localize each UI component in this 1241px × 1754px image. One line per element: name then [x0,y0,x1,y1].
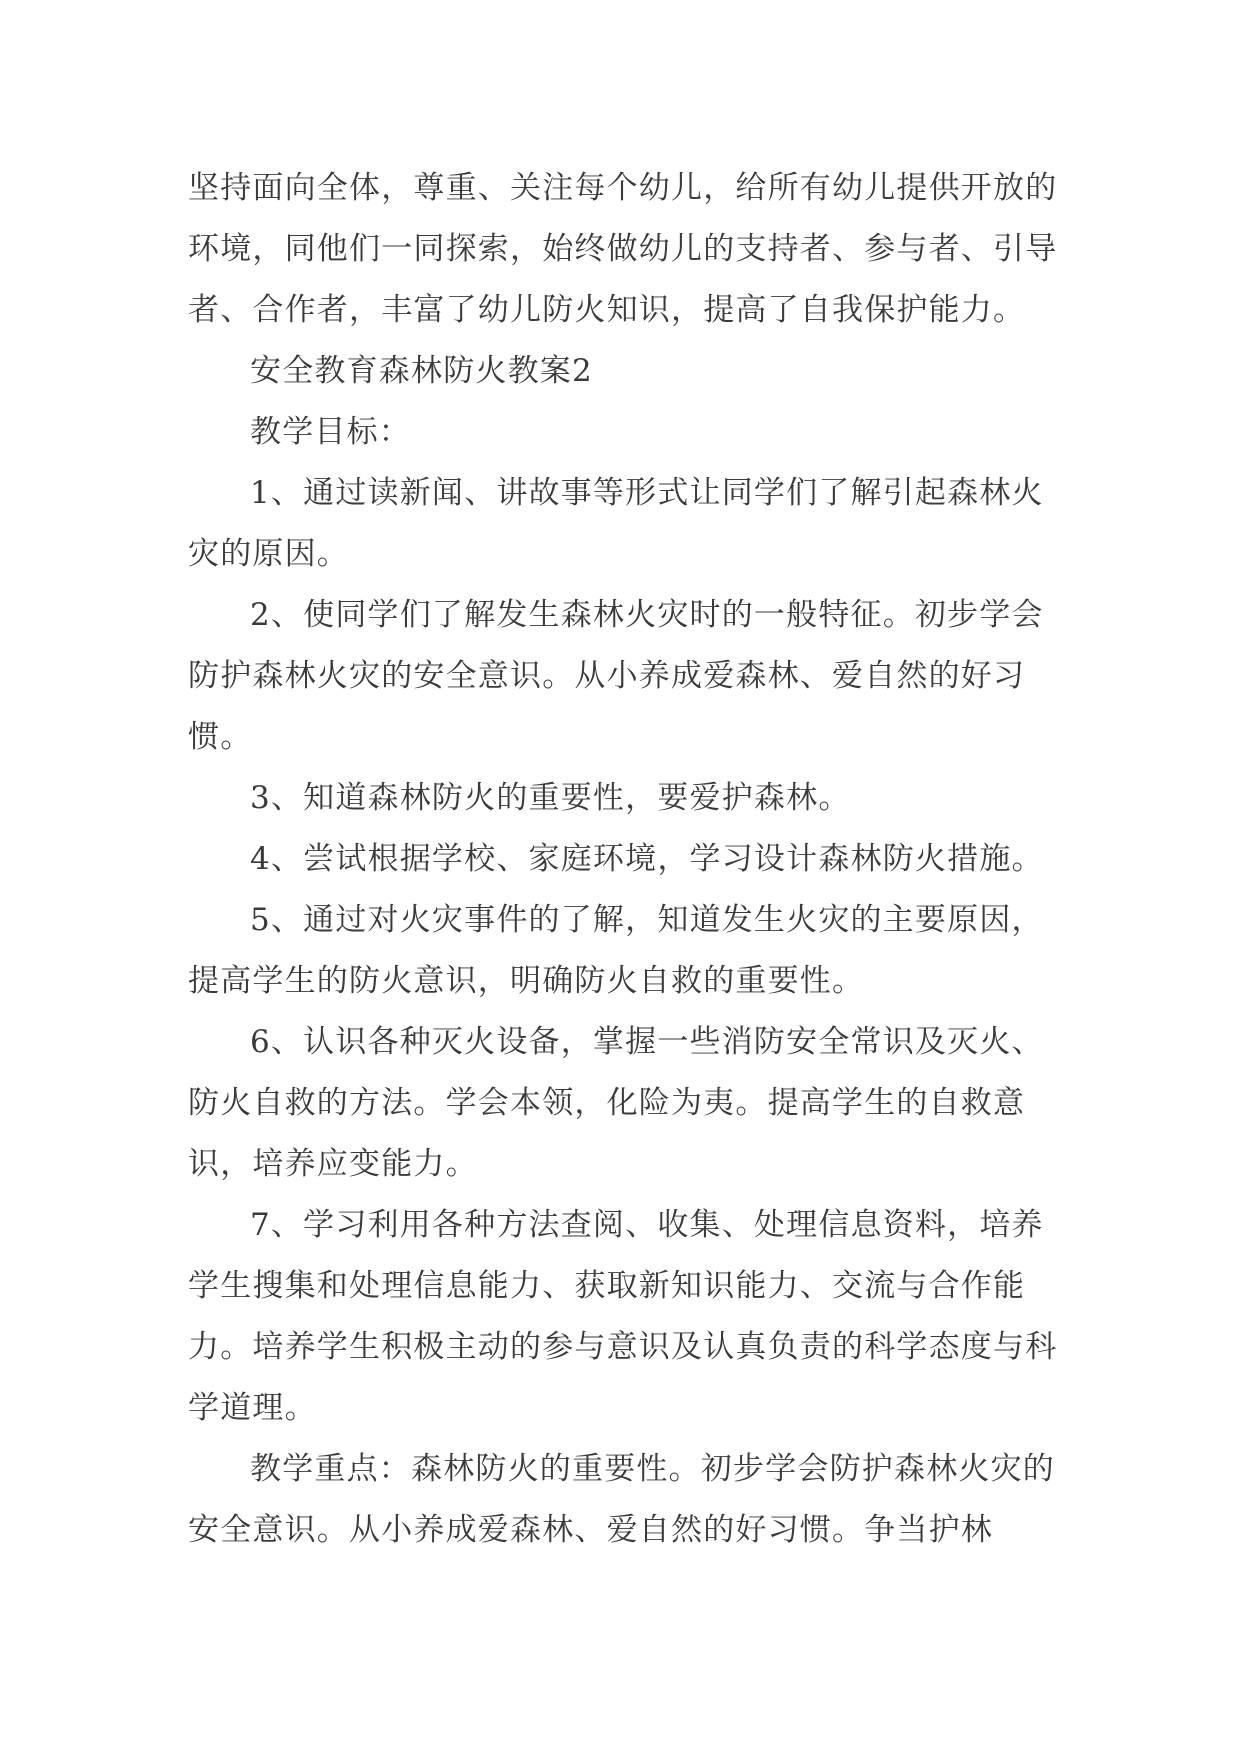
goal-item-6: 6、认识各种灭火设备，掌握一些消防安全常识及灭火、防火自救的方法。学会本领，化险为夷。提高学生的自救意识，培养应变能力。 [188,1024,1044,1182]
goal-item-3: 3、知道森林防火的重要性，要爱护森林。 [250,780,851,816]
paragraph-intro-continuation: 坚持面向全体，尊重、关注每个幼儿，给所有幼儿提供开放的环境，同他们一同探索，始终做幼儿的支持者、参与者、引导者、合作者，丰富了幼儿防火知识，提高了自我保护能力。 [188,170,1058,328]
goal-item-1: 1、通过读新闻、讲故事等形式让同学们了解引起森林火灾的原因。 [188,475,1044,572]
goal-item-4: 4、尝试根据学校、家庭环境，学习设计森林防火措施。 [250,841,1044,877]
teaching-goals-label: 教学目标： [250,414,411,450]
section-heading: 安全教育森林防火教案2 [250,353,593,389]
teaching-focus-paragraph: 教学重点：森林防火的重要性。初步学会防护森林火灾的安全意识。从小养成爱森林、爱自然的好习惯。争当护林 [188,1451,1055,1548]
goal-item-2: 2、使同学们了解发生森林火灾时的一般特征。初步学会防护森林火灾的安全意识。从小养成爱森林、爱自然的好习惯。 [188,597,1044,755]
document-body [188,158,1058,1561]
goal-item-7: 7、学习利用各种方法查阅、收集、处理信息资料，培养学生搜集和处理信息能力、获取新知识能力、交流与合作能力。培养学生积极主动的参与意识及认真负责的科学态度与科学道理。 [188,1207,1058,1426]
goal-item-5: 5、通过对火灾事件的了解，知道发生火灾的主要原因，提高学生的防火意识，明确防火自救的重要性。 [188,902,1044,999]
